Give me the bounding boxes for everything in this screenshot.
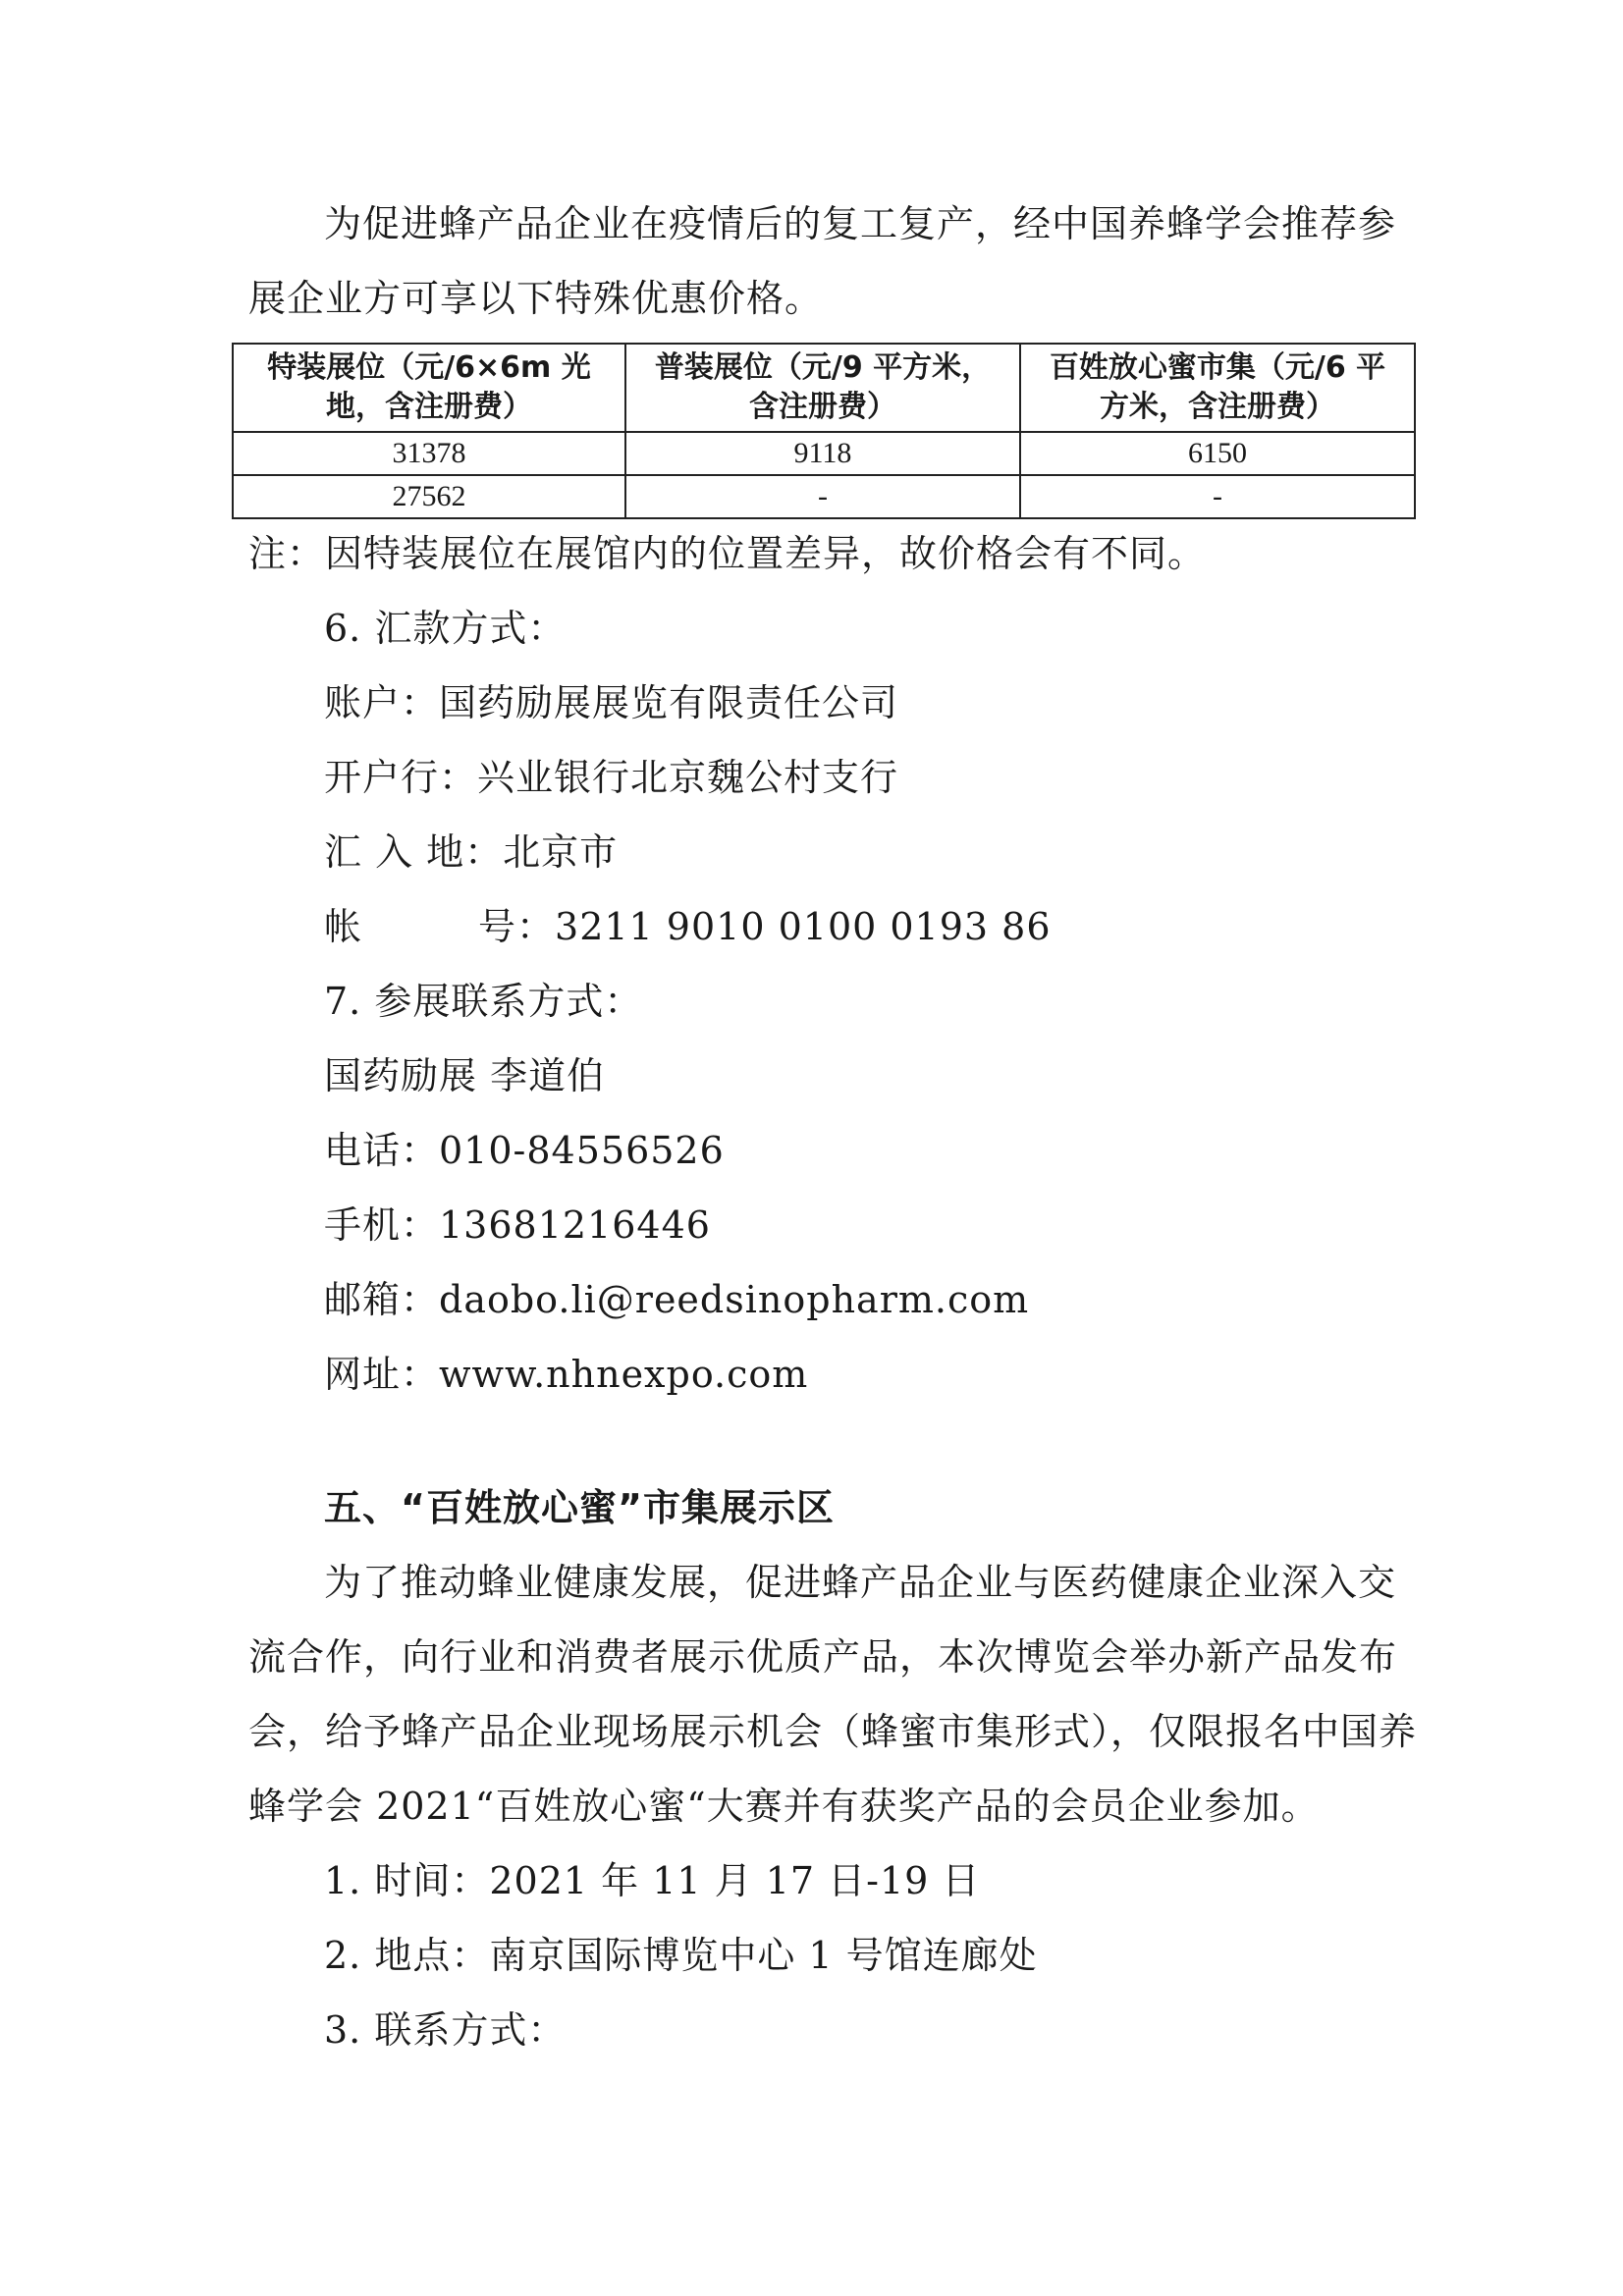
intro-line-1: 为促进蜂产品企业在疫情后的复工复产，经中国养蜂学会推荐参 [324, 202, 1397, 245]
header-cell-line: 普装展位（元/9 平方米， [654, 350, 992, 385]
payment-account: 账户：国药励展展览有限责任公司 [324, 681, 899, 724]
payment-bank: 开户行：兴业银行北京魏公村支行 [324, 756, 899, 799]
header-cell-line: 百姓放心蜜市集（元/6 平 [1049, 350, 1386, 385]
header-cell-line: 特装展位（元/6×6m 光 [267, 350, 591, 385]
section-5-para-line-1: 为了推动蜂业健康发展，促进蜂产品企业与医药健康企业深入交 [324, 1561, 1397, 1604]
intro-line-2: 展企业方可享以下特殊优惠价格。 [248, 277, 824, 320]
table-cell: - [625, 475, 1020, 518]
table-cell: 9118 [625, 432, 1020, 475]
table-cell: - [1020, 475, 1415, 518]
contact-mobile: 手机：13681216446 [324, 1203, 711, 1247]
account-number-value: 号：3211 9010 0100 0193 86 [478, 905, 1052, 948]
section-5-para-line-2: 流合作，向行业和消费者展示优质产品，本次博览会举办新产品发布 [248, 1635, 1398, 1679]
header-standard-booth [625, 344, 1020, 432]
table-row [233, 475, 1415, 518]
section-5-place: 2. 地点：南京国际博览中心 1 号馆连廊处 [324, 1934, 1038, 1977]
table-cell: 27562 [233, 475, 625, 518]
payment-account-number [324, 903, 1052, 950]
section-5-para-line-3: 会，给予蜂产品企业现场展示机会（蜂蜜市集形式），仅限报名中国养 [248, 1710, 1418, 1753]
table-row [233, 432, 1415, 475]
table-cell: 31378 [233, 432, 625, 475]
account-number-label: 帐 [324, 905, 363, 948]
header-cell-line: 含注册费） [749, 390, 896, 424]
payment-remit-place: 汇 入 地：北京市 [324, 830, 619, 874]
header-honey-market [1020, 344, 1415, 432]
section-5-para-line-4: 蜂学会 2021“百姓放心蜜“大赛并有获奖产品的会员企业参加。 [248, 1785, 1320, 1828]
payment-title: 6. 汇款方式： [324, 607, 567, 650]
section-5-heading: 五、“百姓放心蜜”市集展示区 [324, 1486, 835, 1529]
price-table [232, 343, 1416, 519]
price-note: 注：因特装展位在展馆内的位置差异，故价格会有不同。 [248, 532, 1207, 575]
price-table-header-row [233, 344, 1415, 432]
header-special-booth [233, 344, 625, 432]
contact-title: 7. 参展联系方式： [324, 980, 643, 1023]
contact-website: 网址：www.nhnexpo.com [324, 1353, 809, 1396]
header-cell-line: 方米，含注册费） [1100, 390, 1335, 424]
header-cell-line: 地，含注册费） [326, 390, 532, 424]
section-5-contact: 3. 联系方式： [324, 2008, 567, 2052]
contact-phone: 电话：010-84556526 [324, 1129, 725, 1172]
table-cell: 6150 [1020, 432, 1415, 475]
section-5-time: 1. 时间：2021 年 11 月 17 日-19 日 [324, 1859, 981, 1902]
contact-person: 国药励展 李道伯 [324, 1054, 606, 1097]
contact-email: 邮箱：daobo.li@reedsinopharm.com [324, 1278, 1030, 1321]
